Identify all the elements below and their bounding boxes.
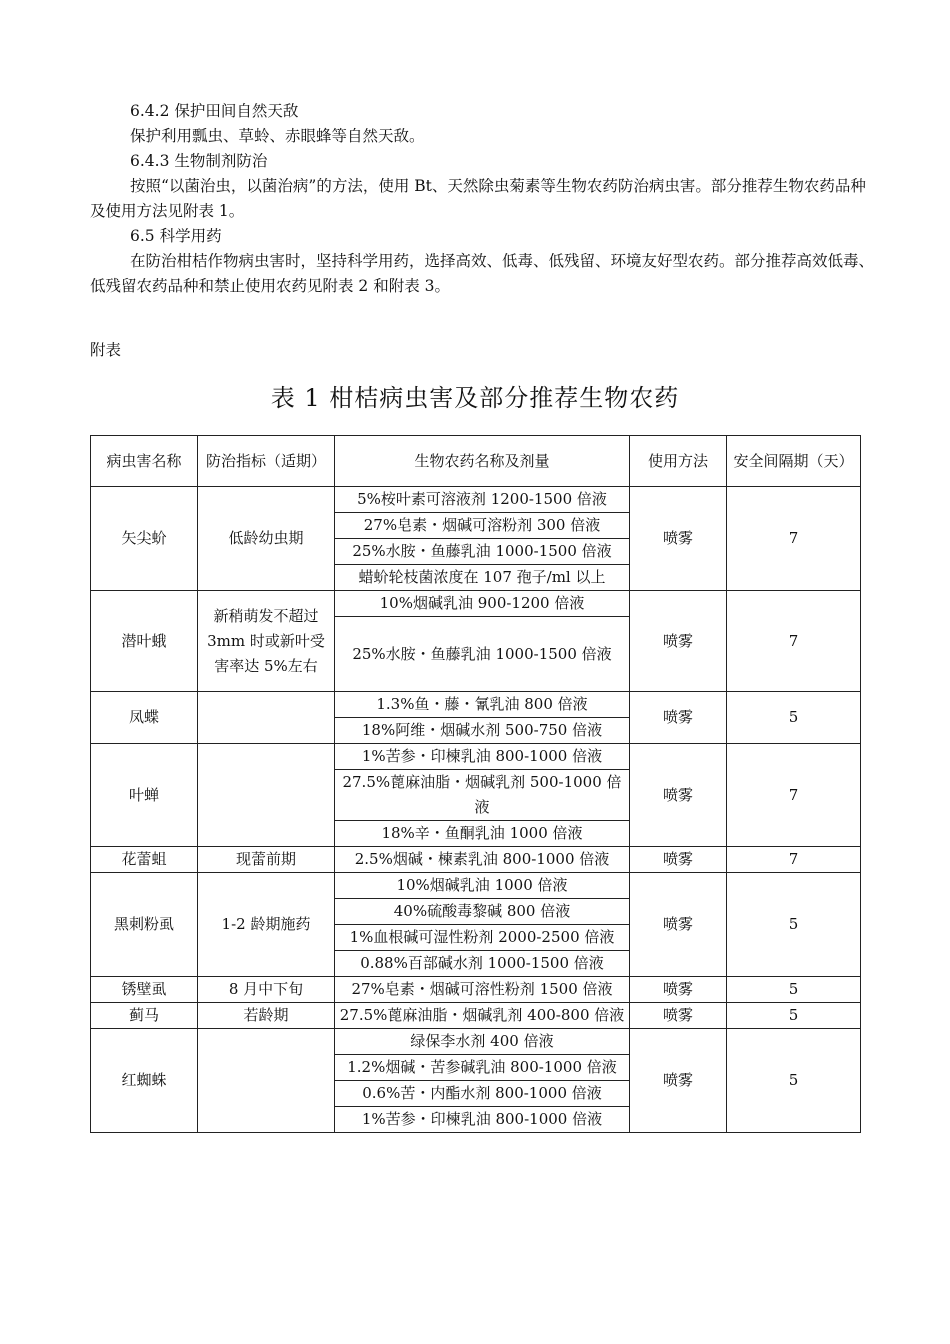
pesticide-cell: 蜡蚧轮枝菌浓度在 107 孢子/ml 以上 [335,565,630,591]
indicator-cell: 8 月中下旬 [198,977,335,1003]
interval-cell: 5 [727,1029,861,1133]
pesticide-cell: 18%阿维・烟碱水剂 500-750 倍液 [335,718,630,744]
interval-cell: 5 [727,977,861,1003]
interval-cell: 7 [727,591,861,692]
header-indicator: 防治指标（适期） [198,436,335,487]
section-heading-6-4-3: 6.4.3 生物制剂防治 [130,152,268,170]
indicator-cell [198,744,335,847]
pest-name-cell: 蓟马 [91,1003,198,1029]
section-body-6-5: 在防治柑桔作物病虫害时，坚持科学用药，选择高效、低毒、低残留、环境友好型农药。部分推荐高效低毒、低残留农药品种和禁止使用农药见附表 2 和附表 3。 [90,252,875,295]
pesticide-cell: 1%苦参・印楝乳油 800-1000 倍液 [335,744,630,770]
method-cell: 喷雾 [630,1029,727,1133]
pesticide-cell: 25%水胺・鱼藤乳油 1000-1500 倍液 [335,617,630,692]
section-body-6-4-3: 按照“以菌治虫，以菌治病”的方法，使用 Bt、天然除虫菊素等生物农药防治病虫害。部分推荐生物农药品种及使用方法见附表 1。 [90,177,866,220]
header-method: 使用方法 [630,436,727,487]
indicator-cell: 低龄幼虫期 [198,487,335,591]
indicator-cell: 1-2 龄期施药 [198,873,335,977]
header-pest: 病虫害名称 [91,436,198,487]
header-interval: 安全间隔期（天） [727,436,861,487]
table-row [91,744,861,770]
pest-name-cell: 凤蝶 [91,692,198,744]
pest-name-cell: 黑刺粉虱 [91,873,198,977]
pesticide-cell: 27.5%蓖麻油脂・烟碱乳剂 400-800 倍液 [335,1003,630,1029]
method-cell: 喷雾 [630,487,727,591]
table-row [91,1003,861,1029]
pesticide-cell: 绿保李水剂 400 倍液 [335,1029,630,1055]
interval-cell: 7 [727,847,861,873]
pest-name-cell: 红蜘蛛 [91,1029,198,1133]
indicator-cell: 新稍萌发不超过 3mm 时或新叶受害率达 5%左右 [198,591,335,692]
section-heading-6-5: 6.5 科学用药 [130,227,222,245]
pesticide-cell: 25%水胺・鱼藤乳油 1000-1500 倍液 [335,539,630,565]
appendix-label: 附表 [90,341,122,359]
method-cell: 喷雾 [630,873,727,977]
section-heading-6-4-2: 6.4.2 保护田间自然天敌 [130,102,299,120]
pest-name-cell: 叶蝉 [91,744,198,847]
pesticide-cell: 1%苦参・印楝乳油 800-1000 倍液 [335,1107,630,1133]
pest-name-cell: 矢尖蚧 [91,487,198,591]
pesticide-cell: 0.88%百部碱水剂 1000-1500 倍液 [335,951,630,977]
section-body-6-4-2: 保护利用瓢虫、草蛉、赤眼蜂等自然天敌。 [130,127,425,145]
pesticide-cell: 2.5%烟碱・楝素乳油 800-1000 倍液 [335,847,630,873]
method-cell: 喷雾 [630,692,727,744]
table-row [91,847,861,873]
pesticide-cell: 27.5%蓖麻油脂・烟碱乳剂 500-1000 倍液 [335,770,630,821]
interval-cell: 7 [727,487,861,591]
method-cell: 喷雾 [630,847,727,873]
pesticide-cell: 1%血根碱可湿性粉剂 2000-2500 倍液 [335,925,630,951]
method-cell: 喷雾 [630,591,727,692]
interval-cell: 5 [727,692,861,744]
pesticide-table [90,435,861,1133]
header-pesticide: 生物农药名称及剂量 [335,436,630,487]
pesticide-cell: 0.6%苦・内酯水剂 800-1000 倍液 [335,1081,630,1107]
table-title: 表 1 柑桔病虫害及部分推荐生物农药 [270,384,680,412]
interval-cell: 5 [727,1003,861,1029]
table-row [91,873,861,899]
pesticide-cell: 27%皂素・烟碱可溶粉剂 300 倍液 [335,513,630,539]
pesticide-cell: 27%皂素・烟碱可溶性粉剂 1500 倍液 [335,977,630,1003]
pesticide-cell: 40%硫酸毒黎碱 800 倍液 [335,899,630,925]
indicator-cell [198,1029,335,1133]
pesticide-cell: 18%辛・鱼酮乳油 1000 倍液 [335,821,630,847]
pest-name-cell: 锈壁虱 [91,977,198,1003]
method-cell: 喷雾 [630,744,727,847]
table-row [91,1029,861,1055]
indicator-cell: 现蕾前期 [198,847,335,873]
interval-cell: 7 [727,744,861,847]
table-row [91,977,861,1003]
method-cell: 喷雾 [630,977,727,1003]
table-row [91,692,861,718]
interval-cell: 5 [727,873,861,977]
pesticide-cell: 5%桉叶素可溶液剂 1200-1500 倍液 [335,487,630,513]
pesticide-cell: 1.3%鱼・藤・氰乳油 800 倍液 [335,692,630,718]
pesticide-cell: 10%烟碱乳油 900-1200 倍液 [335,591,630,617]
method-cell: 喷雾 [630,1003,727,1029]
pesticide-cell: 1.2%烟碱・苦参碱乳油 800-1000 倍液 [335,1055,630,1081]
table-row [91,591,861,617]
pest-name-cell: 潜叶蛾 [91,591,198,692]
indicator-cell: 若龄期 [198,1003,335,1029]
pest-name-cell: 花蕾蛆 [91,847,198,873]
pesticide-cell: 10%烟碱乳油 1000 倍液 [335,873,630,899]
table-row [91,487,861,513]
indicator-cell [198,692,335,744]
